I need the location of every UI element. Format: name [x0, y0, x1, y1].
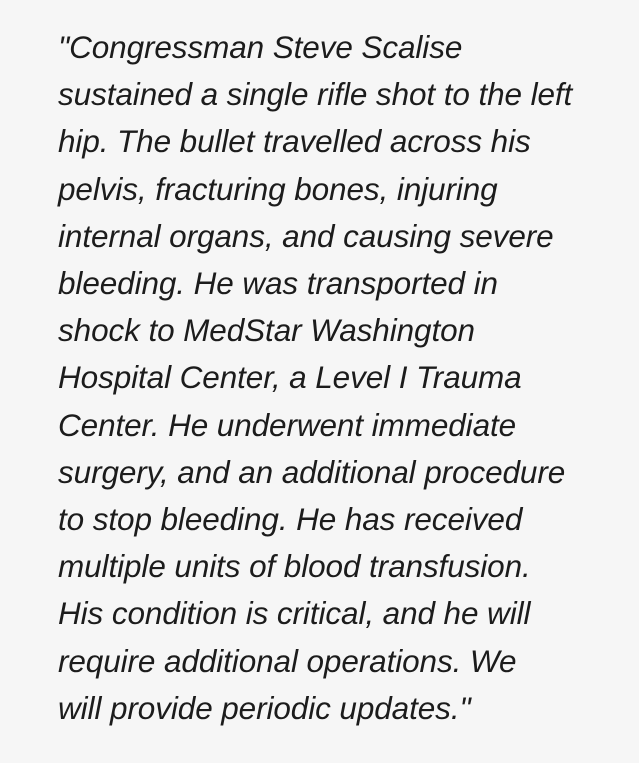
quote-line: "Congressman Steve Scalise [58, 29, 463, 65]
quote-line: shock to MedStar Washington [58, 312, 475, 349]
quote-line: require additional operations. We [58, 642, 517, 679]
statement-quote [58, 24, 628, 732]
quote-line: sustained a single rifle shot to the left [58, 76, 573, 113]
quote-line: His condition is critical, and he will [58, 595, 531, 632]
quote-line: Hospital Center, a Level I Trauma [58, 359, 522, 396]
quote-line: surgery, and an additional procedure [58, 453, 566, 490]
quote-line: Center. He underwent immediate [58, 406, 517, 443]
quote-line: hip. The bullet travelled across his [58, 123, 531, 160]
quote-line: internal organs, and causing severe [58, 217, 554, 254]
quote-line: bleeding. He was transported in [58, 265, 498, 302]
quote-line: multiple units of blood transfusion. [58, 548, 531, 585]
quote-line: pelvis, fracturing bones, injuring [58, 170, 498, 207]
quote-line: to stop bleeding. He has received [58, 501, 523, 538]
quote-line: will provide periodic updates." [58, 689, 471, 726]
